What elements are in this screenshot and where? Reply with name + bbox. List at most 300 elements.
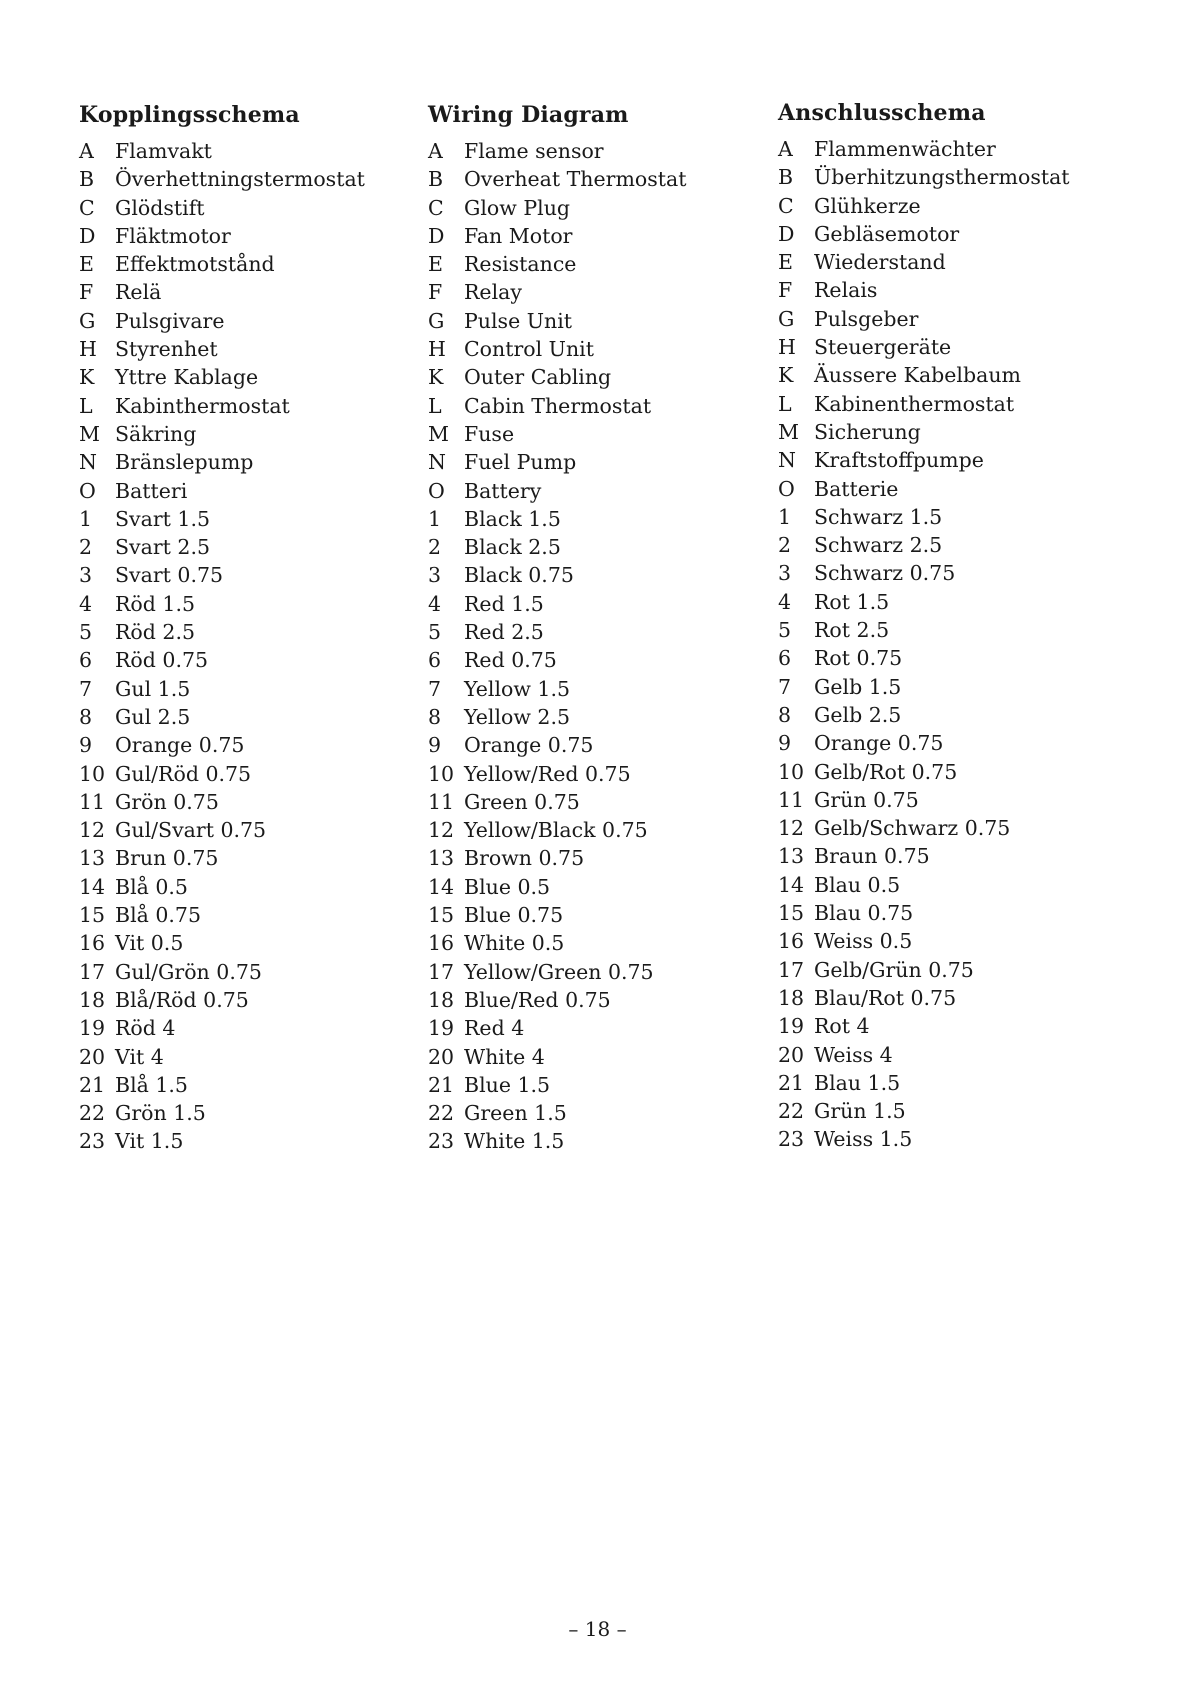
legend-key: M xyxy=(778,419,799,444)
legend-row xyxy=(778,531,1118,559)
legend-value: Röd 2.5 xyxy=(115,620,196,645)
legend-row xyxy=(79,986,419,1014)
legend-value: Yellow/Red 0.75 xyxy=(464,761,631,786)
legend-key: 14 xyxy=(79,874,106,899)
legend-row xyxy=(428,986,768,1014)
legend-value: Röd 1.5 xyxy=(115,591,196,616)
legend-row xyxy=(778,673,1118,701)
legend-key: 10 xyxy=(778,759,805,784)
legend-row xyxy=(778,333,1118,361)
legend-value: Gelb/Grün 0.75 xyxy=(814,957,974,982)
legend-value: Gul/Grön 0.75 xyxy=(115,959,262,984)
legend-value: White 1.5 xyxy=(464,1129,565,1154)
legend-value: Vit 1.5 xyxy=(115,1129,184,1154)
legend-row xyxy=(428,165,768,193)
legend-value: Blue/Red 0.75 xyxy=(464,987,611,1012)
legend-value: Schwarz 1.5 xyxy=(814,504,943,529)
legend-value: Gul/Svart 0.75 xyxy=(115,818,267,843)
legend-key: 2 xyxy=(778,533,792,558)
legend-row xyxy=(778,588,1118,616)
legend-key: D xyxy=(778,221,795,246)
legend-key: K xyxy=(428,365,444,390)
legend-value: Bränslepump xyxy=(115,450,254,475)
legend-value: Grün 1.5 xyxy=(814,1099,906,1124)
legend-row xyxy=(778,842,1118,870)
legend-key: 23 xyxy=(428,1129,455,1154)
legend-key: 1 xyxy=(79,506,93,531)
legend-key: F xyxy=(428,280,443,305)
legend-row xyxy=(428,618,768,646)
legend-row xyxy=(79,505,419,533)
legend-value: Batteri xyxy=(115,478,188,503)
legend-value: Blå/Röd 0.75 xyxy=(115,987,249,1012)
column-title: Wiring Diagram xyxy=(428,102,629,128)
legend-key: C xyxy=(79,195,95,220)
legend-value: Orange 0.75 xyxy=(115,733,245,758)
legend-row xyxy=(428,703,768,731)
legend-value: Red 4 xyxy=(464,1016,525,1041)
legend-row xyxy=(79,222,419,250)
legend-row xyxy=(79,392,419,420)
legend-key: K xyxy=(778,363,794,388)
legend-value: Äussere Kabelbaum xyxy=(814,363,1021,388)
legend-key: 11 xyxy=(428,789,455,814)
legend-value: Orange 0.75 xyxy=(464,733,594,758)
legend-key: 17 xyxy=(428,959,455,984)
legend-row xyxy=(778,390,1118,418)
legend-key: 15 xyxy=(79,903,106,928)
legend-row xyxy=(778,361,1118,389)
legend-key: 10 xyxy=(428,761,455,786)
legend-key: M xyxy=(79,421,100,446)
legend-row xyxy=(778,927,1118,955)
legend-key: 21 xyxy=(428,1072,455,1097)
legend-row xyxy=(79,929,419,957)
legend-key: 1 xyxy=(778,504,792,529)
legend-value: Steuergeräte xyxy=(814,335,952,360)
legend-key: 15 xyxy=(428,903,455,928)
legend-value: Schwarz 2.5 xyxy=(814,533,943,558)
legend-key: 13 xyxy=(79,846,106,871)
legend-row xyxy=(428,420,768,448)
legend-value: Weiss 0.5 xyxy=(814,929,913,954)
legend-value: Rot 1.5 xyxy=(814,589,890,614)
legend-key: G xyxy=(778,306,795,331)
legend-key: L xyxy=(428,393,442,418)
legend-key: 22 xyxy=(778,1099,805,1124)
legend-value: Resistance xyxy=(464,252,577,277)
legend-row xyxy=(778,1125,1118,1153)
legend-row xyxy=(428,505,768,533)
legend-row xyxy=(778,814,1118,842)
legend-value: Black 2.5 xyxy=(464,535,561,560)
legend-value: Flame sensor xyxy=(464,139,604,163)
legend-key: G xyxy=(79,308,96,333)
legend-row xyxy=(79,137,419,165)
legend-value: Svart 0.75 xyxy=(115,563,224,588)
legend-key: 19 xyxy=(79,1016,106,1041)
legend-value: Red 0.75 xyxy=(464,648,557,673)
legend-value: Effektmotstånd xyxy=(115,252,275,277)
legend-key: 17 xyxy=(778,957,805,982)
legend-value: Blau 1.5 xyxy=(814,1070,901,1095)
legend-row xyxy=(79,194,419,222)
legend-value: Fan Motor xyxy=(464,223,573,248)
legend-row xyxy=(428,250,768,278)
legend-key: M xyxy=(428,421,449,446)
legend-row xyxy=(778,1012,1118,1040)
legend-key: 8 xyxy=(428,704,442,729)
legend-value: Yellow 1.5 xyxy=(464,676,571,701)
column-title: Kopplingsschema xyxy=(79,102,300,128)
legend-row xyxy=(79,278,419,306)
legend-value: Yttre Kablage xyxy=(115,365,259,390)
legend-key: A xyxy=(428,139,443,163)
legend-value: Gelb 1.5 xyxy=(814,674,902,699)
legend-key: N xyxy=(428,450,446,475)
legend-row xyxy=(778,984,1118,1012)
legend-row xyxy=(79,675,419,703)
legend-value: Yellow 2.5 xyxy=(464,704,571,729)
legend-value: Blue 0.75 xyxy=(464,903,564,928)
legend-row xyxy=(79,646,419,674)
legend-row xyxy=(79,731,419,759)
legend-row xyxy=(79,533,419,561)
legend-row xyxy=(428,816,768,844)
legend-row xyxy=(778,1069,1118,1097)
legend-key: N xyxy=(778,448,796,473)
legend-key: A xyxy=(778,137,793,161)
legend-key: K xyxy=(79,365,95,390)
legend-row xyxy=(778,192,1118,220)
legend-key: 23 xyxy=(79,1129,106,1154)
page-number: – 18 – xyxy=(568,1617,627,1641)
legend-value: Outer Cabling xyxy=(464,365,612,390)
legend-key: 4 xyxy=(79,591,93,616)
legend-value: White 4 xyxy=(464,1044,545,1069)
legend-row xyxy=(79,1043,419,1071)
legend-key: 5 xyxy=(79,620,93,645)
legend-value: Red 2.5 xyxy=(464,620,544,645)
legend-row xyxy=(79,1099,419,1127)
legend-key: B xyxy=(778,165,794,190)
legend-value: Sicherung xyxy=(814,419,921,444)
legend-key: A xyxy=(79,139,94,163)
legend-value: Pulsgivare xyxy=(115,308,225,333)
legend-row xyxy=(428,307,768,335)
legend-row xyxy=(778,475,1118,503)
legend-row xyxy=(79,335,419,363)
legend-key: 6 xyxy=(428,648,442,673)
legend-value: Blå 1.5 xyxy=(115,1072,188,1097)
legend-key: 20 xyxy=(778,1042,805,1067)
legend-key: O xyxy=(79,478,96,503)
legend-row xyxy=(428,222,768,250)
legend-key: 14 xyxy=(428,874,455,899)
legend-key: 13 xyxy=(428,846,455,871)
legend-key: B xyxy=(79,167,95,192)
legend-value: Schwarz 0.75 xyxy=(814,561,956,586)
legend-key: 7 xyxy=(428,676,442,701)
legend-key: 22 xyxy=(79,1101,106,1126)
legend-key: E xyxy=(79,252,94,277)
legend-key: C xyxy=(778,193,794,218)
legend-key: L xyxy=(79,393,93,418)
legend-value: Yellow/Green 0.75 xyxy=(464,959,654,984)
legend-key: 20 xyxy=(428,1044,455,1069)
legend-key: 12 xyxy=(79,818,106,843)
legend-row xyxy=(428,392,768,420)
legend-value: Gebläsemotor xyxy=(814,221,960,246)
legend-value: Relais xyxy=(814,278,878,303)
legend-value: Blue 0.5 xyxy=(464,874,551,899)
legend-row xyxy=(428,929,768,957)
legend-key: H xyxy=(778,335,796,360)
legend-key: 2 xyxy=(79,535,93,560)
legend-key: 7 xyxy=(79,676,93,701)
legend-key: F xyxy=(79,280,94,305)
legend-value: Blå 0.5 xyxy=(115,874,188,899)
legend-key: E xyxy=(778,250,793,275)
legend-row xyxy=(79,307,419,335)
legend-row xyxy=(79,420,419,448)
legend-key: 9 xyxy=(778,731,792,756)
legend-row xyxy=(428,1043,768,1071)
legend-key: 3 xyxy=(778,561,792,586)
legend-value: Orange 0.75 xyxy=(814,731,944,756)
legend-key: 13 xyxy=(778,844,805,869)
legend-value: Weiss 4 xyxy=(814,1042,893,1067)
legend-row xyxy=(428,788,768,816)
legend-value: Fuel Pump xyxy=(464,450,577,475)
legend-key: 2 xyxy=(428,535,442,560)
legend-row xyxy=(428,448,768,476)
legend-row xyxy=(778,418,1118,446)
legend-key: O xyxy=(778,476,795,501)
legend-row xyxy=(428,1014,768,1042)
legend-key: 19 xyxy=(428,1016,455,1041)
legend-value: Kabinthermostat xyxy=(115,393,290,418)
legend-key: 16 xyxy=(428,931,455,956)
legend-row xyxy=(428,675,768,703)
legend-value: Flammenwächter xyxy=(814,137,996,161)
column-english xyxy=(428,100,768,1156)
legend-row xyxy=(79,477,419,505)
legend-value: Relay xyxy=(464,280,522,305)
legend-value: Brun 0.75 xyxy=(115,846,219,871)
legend-row xyxy=(79,958,419,986)
legend-value: Wiederstand xyxy=(814,250,946,275)
legend-key: 21 xyxy=(79,1072,106,1097)
legend-row xyxy=(428,335,768,363)
legend-key: 10 xyxy=(79,761,106,786)
legend-row xyxy=(778,899,1118,927)
legend-value: Röd 4 xyxy=(115,1016,176,1041)
legend-row xyxy=(79,590,419,618)
legend-row xyxy=(428,646,768,674)
legend-row xyxy=(79,901,419,929)
legend-value: Kabinenthermostat xyxy=(814,391,1015,416)
legend-key: 7 xyxy=(778,674,792,699)
legend-row xyxy=(428,590,768,618)
legend-value: Styrenhet xyxy=(115,337,218,362)
legend-key: 9 xyxy=(428,733,442,758)
legend-key: E xyxy=(428,252,443,277)
legend-key: 22 xyxy=(428,1101,455,1126)
legend-value: Overheat Thermostat xyxy=(464,167,687,192)
legend-row xyxy=(428,731,768,759)
legend-key: D xyxy=(79,223,96,248)
legend-key: N xyxy=(79,450,97,475)
legend-key: L xyxy=(778,391,792,416)
legend-key: H xyxy=(79,337,97,362)
legend-row xyxy=(778,956,1118,984)
legend-list xyxy=(79,137,419,1156)
legend-row xyxy=(79,844,419,872)
legend-value: Svart 2.5 xyxy=(115,535,211,560)
legend-key: 19 xyxy=(778,1014,805,1039)
legend-row xyxy=(778,559,1118,587)
legend-value: Grün 0.75 xyxy=(814,787,919,812)
legend-row xyxy=(79,788,419,816)
legend-row xyxy=(778,305,1118,333)
legend-row xyxy=(428,844,768,872)
legend-row xyxy=(428,194,768,222)
legend-key: 23 xyxy=(778,1127,805,1152)
column-german xyxy=(778,98,1118,1154)
legend-row xyxy=(778,503,1118,531)
legend-row xyxy=(778,758,1118,786)
legend-row xyxy=(79,250,419,278)
legend-key: H xyxy=(428,337,446,362)
legend-key: 15 xyxy=(778,901,805,926)
legend-value: Vit 4 xyxy=(115,1044,164,1069)
legend-row xyxy=(428,873,768,901)
legend-row xyxy=(79,1014,419,1042)
legend-value: Black 1.5 xyxy=(464,506,561,531)
legend-value: Blau/Rot 0.75 xyxy=(814,985,957,1010)
legend-value: Rot 0.75 xyxy=(814,646,903,671)
legend-value: Red 1.5 xyxy=(464,591,544,616)
legend-row xyxy=(428,901,768,929)
legend-value: Fuse xyxy=(464,421,515,446)
legend-value: Gelb/Rot 0.75 xyxy=(814,759,958,784)
legend-key: 16 xyxy=(778,929,805,954)
legend-row xyxy=(428,278,768,306)
legend-row xyxy=(428,533,768,561)
legend-value: Braun 0.75 xyxy=(814,844,930,869)
legend-row xyxy=(79,1127,419,1155)
legend-key: B xyxy=(428,167,444,192)
legend-key: D xyxy=(428,223,445,248)
legend-value: Grön 1.5 xyxy=(115,1101,206,1126)
legend-key: O xyxy=(428,478,445,503)
legend-key: 16 xyxy=(79,931,106,956)
legend-row xyxy=(428,137,768,165)
legend-key: 11 xyxy=(79,789,106,814)
legend-value: Yellow/Black 0.75 xyxy=(464,818,648,843)
legend-row xyxy=(778,276,1118,304)
legend-key: 4 xyxy=(778,589,792,614)
legend-row xyxy=(428,477,768,505)
legend-value: Überhitzungsthermostat xyxy=(814,165,1070,190)
legend-value: Black 0.75 xyxy=(464,563,574,588)
legend-value: Relä xyxy=(115,280,162,305)
legend-key: 18 xyxy=(428,987,455,1012)
legend-key: 21 xyxy=(778,1070,805,1095)
legend-row xyxy=(79,1071,419,1099)
legend-list xyxy=(428,137,768,1156)
legend-row xyxy=(428,1099,768,1127)
legend-row xyxy=(778,248,1118,276)
legend-value: Control Unit xyxy=(464,337,594,362)
legend-key: 5 xyxy=(778,618,792,643)
legend-row xyxy=(778,163,1118,191)
legend-key: C xyxy=(428,195,444,220)
legend-value: Gelb 2.5 xyxy=(814,702,902,727)
legend-row xyxy=(778,729,1118,757)
legend-key: 18 xyxy=(778,985,805,1010)
legend-value: Cabin Thermostat xyxy=(464,393,652,418)
legend-value: Vit 0.5 xyxy=(115,931,184,956)
legend-value: Brown 0.75 xyxy=(464,846,585,871)
legend-row xyxy=(428,760,768,788)
legend-value: Gul 1.5 xyxy=(115,676,191,701)
legend-value: Glühkerze xyxy=(814,193,921,218)
legend-key: 18 xyxy=(79,987,106,1012)
legend-list xyxy=(778,135,1118,1154)
legend-key: 12 xyxy=(428,818,455,843)
legend-key: 20 xyxy=(79,1044,106,1069)
legend-value: Blå 0.75 xyxy=(115,903,202,928)
legend-key: 8 xyxy=(778,702,792,727)
legend-value: Blau 0.75 xyxy=(814,901,914,926)
legend-row xyxy=(778,644,1118,672)
legend-value: Green 0.75 xyxy=(464,789,580,814)
legend-value: Glödstift xyxy=(115,195,205,220)
legend-value: Gelb/Schwarz 0.75 xyxy=(814,816,1011,841)
legend-value: Säkring xyxy=(115,421,197,446)
legend-row xyxy=(79,165,419,193)
legend-value: Pulse Unit xyxy=(464,308,572,333)
legend-key: 5 xyxy=(428,620,442,645)
legend-row xyxy=(79,363,419,391)
legend-row xyxy=(79,448,419,476)
legend-key: 1 xyxy=(428,506,442,531)
legend-key: 3 xyxy=(428,563,442,588)
legend-value: Weiss 1.5 xyxy=(814,1127,913,1152)
legend-value: Battery xyxy=(464,478,542,503)
legend-row xyxy=(79,618,419,646)
legend-value: Blue 1.5 xyxy=(464,1072,551,1097)
legend-row xyxy=(778,220,1118,248)
legend-value: Batterie xyxy=(814,476,899,501)
legend-key: 11 xyxy=(778,787,805,812)
legend-value: Green 1.5 xyxy=(464,1101,567,1126)
legend-value: Gul/Röd 0.75 xyxy=(115,761,252,786)
legend-row xyxy=(428,958,768,986)
legend-row xyxy=(428,1127,768,1155)
legend-value: Kraftstoffpumpe xyxy=(814,448,984,473)
legend-row xyxy=(778,135,1118,163)
legend-key: 6 xyxy=(778,646,792,671)
legend-row xyxy=(79,873,419,901)
legend-value: Gul 2.5 xyxy=(115,704,191,729)
legend-row xyxy=(428,1071,768,1099)
legend-row xyxy=(428,363,768,391)
legend-key: 14 xyxy=(778,872,805,897)
legend-key: 3 xyxy=(79,563,93,588)
